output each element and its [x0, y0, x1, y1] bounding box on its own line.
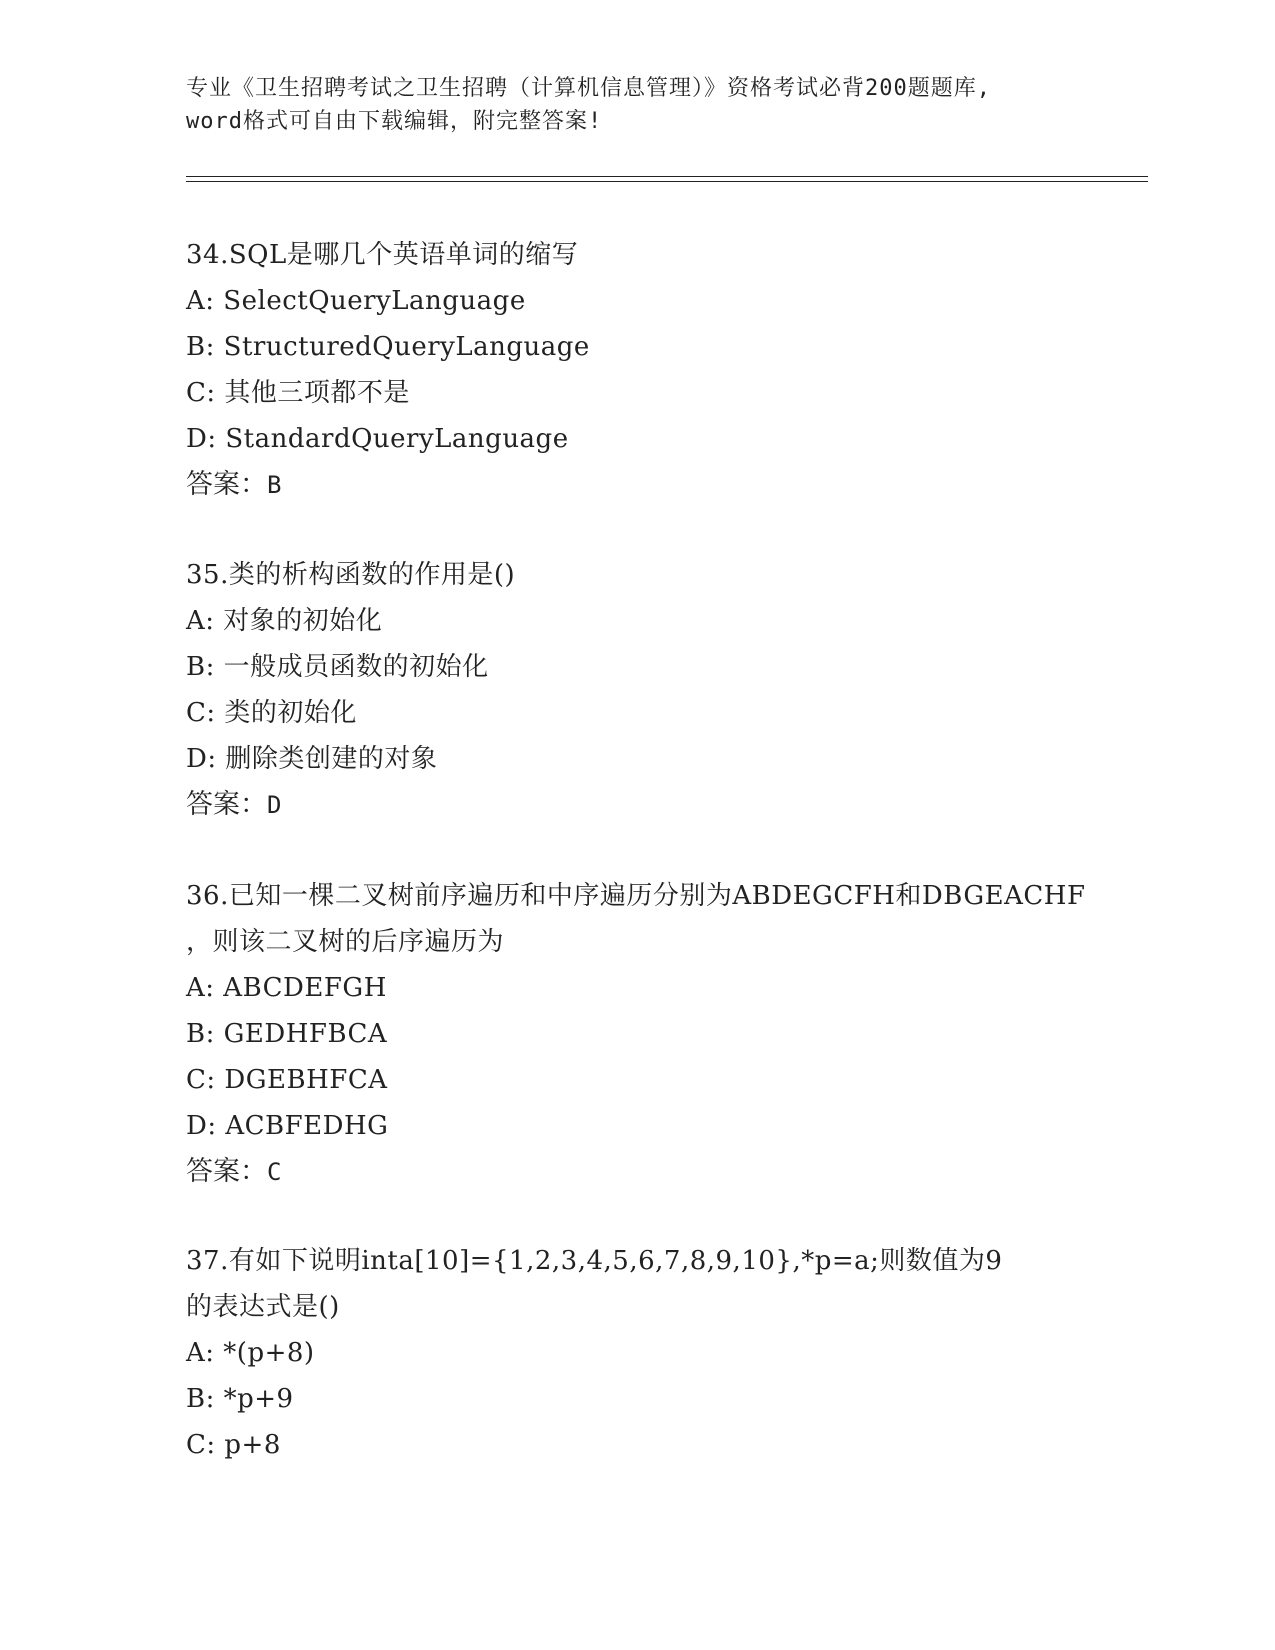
option-c: C: p+8 — [186, 1430, 281, 1460]
answer-value: C — [267, 1158, 282, 1186]
answer-line — [186, 1149, 1086, 1195]
option-a: A: *(p+8) — [186, 1338, 315, 1368]
option-d: D: ACBFEDHG — [186, 1111, 389, 1141]
option-c: C: DGEBHFCA — [186, 1065, 388, 1095]
option-b: B: 一般成员函数的初始化 — [186, 652, 489, 682]
question-34 — [186, 232, 1086, 508]
answer-line — [186, 782, 1086, 828]
option-c: C: 类的初始化 — [186, 698, 357, 728]
option-c: C: 其他三项都不是 — [186, 378, 410, 408]
answer-line — [186, 462, 1086, 508]
question-stem-continued: ，则该二叉树的后序遍历为 — [186, 927, 505, 957]
option-a: A: 对象的初始化 — [186, 606, 383, 636]
header-divider-top — [186, 176, 1148, 177]
option-b: B: GEDHFBCA — [186, 1019, 388, 1049]
answer-label: 答案： — [186, 789, 267, 820]
option-d: D: 删除类创建的对象 — [186, 744, 438, 774]
option-d: D: StandardQueryLanguage — [186, 424, 569, 454]
header-divider-bottom — [186, 181, 1148, 182]
header-line-1: 专业《卫生招聘考试之卫生招聘（计算机信息管理）》资格考试必背200题题库, — [186, 76, 991, 101]
answer-value: D — [267, 791, 282, 819]
answer-label: 答案： — [186, 469, 267, 500]
answer-label: 答案： — [186, 1156, 267, 1187]
document-header — [186, 72, 1086, 138]
question-35 — [186, 552, 1086, 828]
question-36 — [186, 873, 1086, 1195]
option-a: A: ABCDEFGH — [186, 973, 387, 1003]
option-a: A: SelectQueryLanguage — [186, 286, 526, 316]
question-stem: 37.有如下说明inta[10]={1,2,3,4,5,6,7,8,9,10},*p=a;则数值为9 — [186, 1246, 1003, 1276]
option-b: B: StructuredQueryLanguage — [186, 332, 590, 362]
question-stem: 36.已知一棵二叉树前序遍历和中序遍历分别为ABDEGCFH和DBGEACHF — [186, 881, 1086, 911]
header-line-2: word格式可自由下载编辑，附完整答案! — [186, 109, 603, 134]
question-stem-continued: 的表达式是() — [186, 1292, 340, 1322]
question-stem: 34.SQL是哪几个英语单词的缩写 — [186, 240, 579, 270]
question-37 — [186, 1238, 1086, 1468]
option-b: B: *p+9 — [186, 1384, 294, 1414]
question-stem: 35.类的析构函数的作用是() — [186, 560, 516, 590]
answer-value: B — [267, 471, 282, 499]
